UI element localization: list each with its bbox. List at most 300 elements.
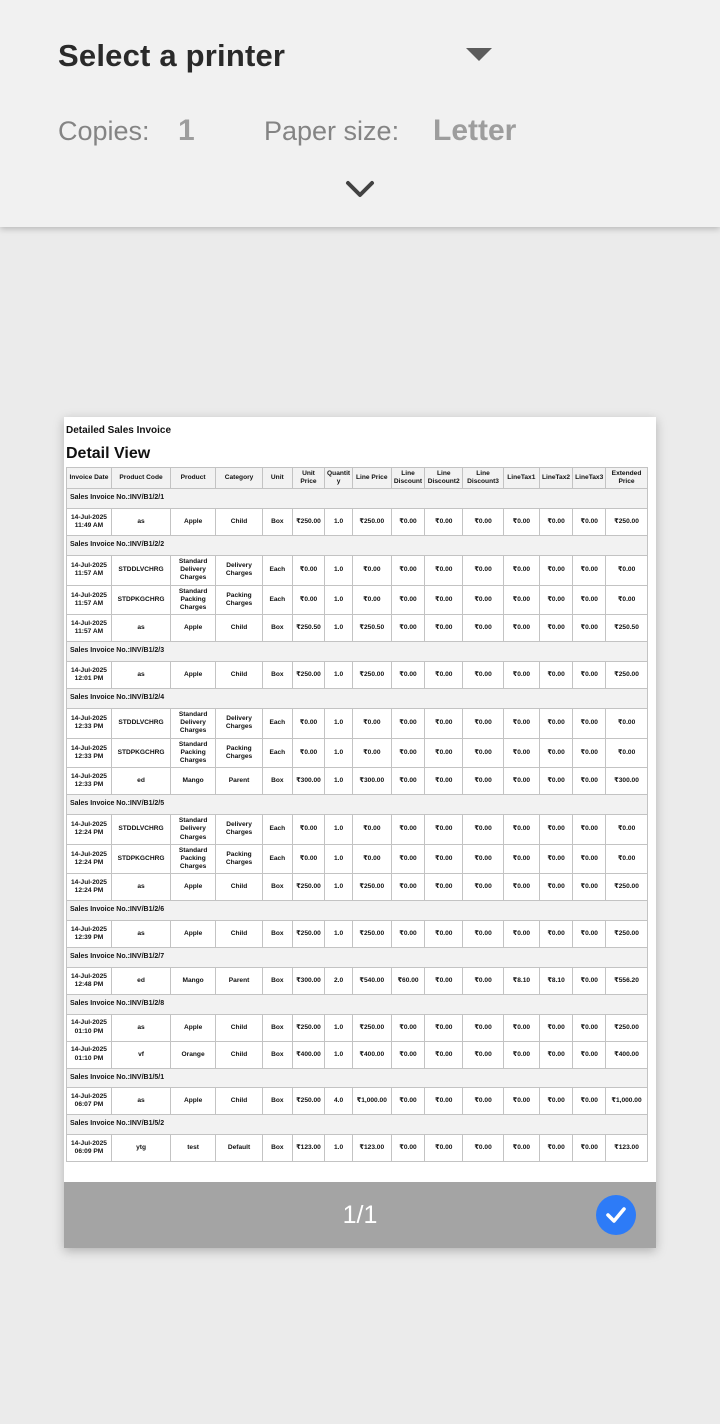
invoice-cell: ₹0.00	[539, 662, 573, 689]
invoice-cell: ₹300.00	[606, 768, 648, 795]
invoice-cell: ₹400.00	[352, 1041, 391, 1068]
invoice-cell: ₹0.00	[503, 1135, 539, 1162]
invoice-cell: 1.0	[325, 844, 353, 874]
invoice-section-header: Sales Invoice No.:INV/B1/2/7	[67, 948, 648, 968]
invoice-cell: ₹1,000.00	[352, 1088, 391, 1115]
invoice-cell: Mango	[171, 768, 216, 795]
invoice-cell: ₹0.00	[391, 815, 425, 845]
invoice-cell: ₹0.00	[503, 585, 539, 615]
invoice-line-row	[67, 1135, 648, 1162]
invoice-cell: ₹0.00	[391, 1135, 425, 1162]
invoice-line-row	[67, 662, 648, 689]
invoice-cell: ₹0.00	[606, 555, 648, 585]
invoice-cell: ₹0.00	[573, 585, 606, 615]
invoice-cell: Standard Packing Charges	[171, 738, 216, 768]
invoice-cell: ₹0.00	[292, 708, 325, 738]
invoice-cell: as	[111, 921, 170, 948]
invoice-cell: 14-Jul-2025 06:09 PM	[67, 1135, 112, 1162]
invoice-cell: ₹123.00	[606, 1135, 648, 1162]
column-header-unit: Unit	[263, 468, 293, 489]
invoice-cell: ₹250.00	[352, 662, 391, 689]
invoice-cell: ₹250.00	[352, 509, 391, 536]
invoice-cell: 1.0	[325, 874, 353, 901]
invoice-cell: 14-Jul-2025 11:57 AM	[67, 615, 112, 642]
invoice-line-row	[67, 708, 648, 738]
invoice-cell: 14-Jul-2025 01:10 PM	[67, 1041, 112, 1068]
invoice-cell: Packing Charges	[216, 585, 263, 615]
invoice-cell: ₹0.00	[425, 874, 463, 901]
printer-selector-label: Select a printer	[58, 38, 286, 73]
invoice-cell: ₹556.20	[606, 967, 648, 994]
invoice-cell: Parent	[216, 768, 263, 795]
invoice-cell: 1.0	[325, 815, 353, 845]
column-header-unit-price: Unit Price	[292, 468, 325, 489]
triangle-down-icon[interactable]	[466, 48, 492, 61]
invoice-cell: ₹0.00	[463, 1135, 504, 1162]
invoice-cell: Standard Packing Charges	[171, 585, 216, 615]
invoice-cell: ₹0.00	[425, 1088, 463, 1115]
invoice-cell: 1.0	[325, 555, 353, 585]
invoice-cell: ₹0.00	[573, 874, 606, 901]
invoice-cell: Child	[216, 509, 263, 536]
invoice-cell: ₹0.00	[391, 874, 425, 901]
invoice-cell: ₹0.00	[352, 708, 391, 738]
invoice-section-header: Sales Invoice No.:INV/B1/2/8	[67, 994, 648, 1014]
invoice-cell: ₹0.00	[539, 585, 573, 615]
invoice-cell: test	[171, 1135, 216, 1162]
invoice-cell: ₹0.00	[391, 738, 425, 768]
invoice-cell: Delivery Charges	[216, 555, 263, 585]
invoice-cell: ₹0.00	[503, 1041, 539, 1068]
invoice-cell: ₹0.00	[391, 1014, 425, 1041]
invoice-cell: ₹1,000.00	[606, 1088, 648, 1115]
invoice-cell: ₹250.00	[292, 509, 325, 536]
invoice-cell: ₹250.50	[606, 615, 648, 642]
invoice-cell: ₹0.00	[573, 615, 606, 642]
invoice-cell: Apple	[171, 662, 216, 689]
column-header-category: Category	[216, 468, 263, 489]
invoice-cell: as	[111, 1014, 170, 1041]
invoice-cell: ₹250.50	[352, 615, 391, 642]
invoice-cell: ₹0.00	[463, 509, 504, 536]
invoice-section-row	[67, 994, 648, 1014]
invoice-line-row	[67, 1088, 648, 1115]
invoice-cell: ₹250.00	[352, 874, 391, 901]
invoice-section-row	[67, 795, 648, 815]
invoice-line-row	[67, 844, 648, 874]
invoice-cell: ₹123.00	[352, 1135, 391, 1162]
invoice-cell: ₹0.00	[463, 585, 504, 615]
invoice-section-row	[67, 689, 648, 709]
invoice-cell: ₹0.00	[292, 555, 325, 585]
copies-label: Copies:	[58, 116, 150, 146]
invoice-cell: Apple	[171, 921, 216, 948]
invoice-cell: ₹0.00	[425, 921, 463, 948]
invoice-cell: Child	[216, 1041, 263, 1068]
invoice-cell: 2.0	[325, 967, 353, 994]
page-indicator: 1/1	[342, 1200, 378, 1229]
invoice-cell: STDPKGCHRG	[111, 844, 170, 874]
invoice-cell: ₹0.00	[463, 1088, 504, 1115]
document-page	[64, 417, 656, 1248]
invoice-cell: STDDLVCHRG	[111, 708, 170, 738]
invoice-cell: Child	[216, 921, 263, 948]
invoice-cell: Standard Delivery Charges	[171, 555, 216, 585]
invoice-cell: ₹0.00	[425, 815, 463, 845]
invoice-cell: ₹0.00	[503, 509, 539, 536]
invoice-cell: ₹0.00	[352, 585, 391, 615]
invoice-cell: 14-Jul-2025 11:57 AM	[67, 585, 112, 615]
invoice-section-row	[67, 536, 648, 556]
invoice-line-row	[67, 615, 648, 642]
invoice-cell: ₹0.00	[463, 738, 504, 768]
invoice-cell: ₹0.00	[463, 768, 504, 795]
invoice-cell: ₹0.00	[503, 615, 539, 642]
invoice-cell: 14-Jul-2025 11:57 AM	[67, 555, 112, 585]
invoice-cell: ₹0.00	[352, 555, 391, 585]
invoice-cell: as	[111, 1088, 170, 1115]
invoice-cell: Box	[263, 874, 293, 901]
invoice-line-row	[67, 921, 648, 948]
invoice-cell: ₹0.00	[425, 1014, 463, 1041]
invoice-cell: ₹250.00	[606, 662, 648, 689]
invoice-cell: ₹0.00	[573, 555, 606, 585]
invoice-cell: ₹0.00	[391, 615, 425, 642]
invoice-cell: ₹0.00	[391, 585, 425, 615]
invoice-cell: ₹0.00	[463, 815, 504, 845]
invoice-cell: ₹0.00	[606, 738, 648, 768]
invoice-cell: ₹0.00	[463, 708, 504, 738]
column-header-extended-price: Extended Price	[606, 468, 648, 489]
invoice-cell: ₹0.00	[539, 1135, 573, 1162]
invoice-cell: ₹0.00	[352, 738, 391, 768]
invoice-cell: ₹0.00	[539, 815, 573, 845]
invoice-cell: Apple	[171, 1014, 216, 1041]
invoice-cell: 1.0	[325, 1135, 353, 1162]
invoice-cell: ₹0.00	[539, 1014, 573, 1041]
invoice-cell: 1.0	[325, 585, 353, 615]
invoice-cell: ₹0.00	[573, 662, 606, 689]
invoice-cell: ₹250.00	[292, 1088, 325, 1115]
invoice-line-row	[67, 509, 648, 536]
invoice-cell: 14-Jul-2025 12:24 PM	[67, 844, 112, 874]
invoice-line-row	[67, 874, 648, 901]
table-header-row	[67, 468, 648, 489]
invoice-cell: Box	[263, 509, 293, 536]
invoice-cell: Each	[263, 738, 293, 768]
invoice-section-header: Sales Invoice No.:INV/B1/2/2	[67, 536, 648, 556]
invoice-cell: 4.0	[325, 1088, 353, 1115]
document-title: Detailed Sales Invoice	[66, 425, 172, 436]
invoice-cell: ₹0.00	[292, 815, 325, 845]
invoice-cell: ₹0.00	[425, 768, 463, 795]
invoice-cell: ₹0.00	[463, 967, 504, 994]
invoice-cell: ₹0.00	[503, 1014, 539, 1041]
invoice-cell: 1.0	[325, 662, 353, 689]
invoice-cell: Standard Packing Charges	[171, 844, 216, 874]
column-header-product-code: Product Code	[111, 468, 170, 489]
invoice-cell: ₹0.00	[425, 615, 463, 642]
invoice-cell: ₹60.00	[391, 967, 425, 994]
invoice-cell: ₹0.00	[425, 585, 463, 615]
invoice-cell: ₹250.00	[606, 509, 648, 536]
invoice-cell: ₹0.00	[463, 662, 504, 689]
invoice-cell: Default	[216, 1135, 263, 1162]
invoice-cell: Box	[263, 921, 293, 948]
invoice-section-header: Sales Invoice No.:INV/B1/2/4	[67, 689, 648, 709]
invoice-section-row	[67, 1115, 648, 1135]
invoice-cell: 1.0	[325, 768, 353, 795]
invoice-cell: ₹0.00	[573, 509, 606, 536]
invoice-cell: ₹250.00	[606, 921, 648, 948]
invoice-cell: Packing Charges	[216, 738, 263, 768]
invoice-cell: 14-Jul-2025 11:49 AM	[67, 509, 112, 536]
invoice-cell: ₹0.00	[425, 844, 463, 874]
invoice-cell: ₹0.00	[573, 738, 606, 768]
column-header-line-discount3: Line Discount3	[463, 468, 504, 489]
print-dialog	[0, 0, 720, 227]
invoice-cell: ₹0.00	[503, 768, 539, 795]
invoice-cell: Apple	[171, 509, 216, 536]
column-header-linetax2: LineTax2	[539, 468, 573, 489]
invoice-cell: Apple	[171, 615, 216, 642]
invoice-line-row	[67, 1041, 648, 1068]
invoice-cell: ed	[111, 768, 170, 795]
invoice-section-header: Sales Invoice No.:INV/B1/5/1	[67, 1068, 648, 1088]
invoice-cell: Standard Delivery Charges	[171, 815, 216, 845]
invoice-cell: Child	[216, 1088, 263, 1115]
invoice-cell: Delivery Charges	[216, 708, 263, 738]
invoice-cell: ₹0.00	[463, 555, 504, 585]
invoice-cell: Packing Charges	[216, 844, 263, 874]
invoice-cell: Box	[263, 662, 293, 689]
invoice-cell: Box	[263, 967, 293, 994]
invoice-cell: ₹0.00	[539, 1041, 573, 1068]
expand-options-button[interactable]	[336, 172, 384, 208]
invoice-cell: ₹0.00	[463, 874, 504, 901]
invoice-line-row	[67, 555, 648, 585]
invoice-cell: ₹0.00	[352, 844, 391, 874]
invoice-cell: ₹250.00	[352, 1014, 391, 1041]
invoice-cell: ₹0.00	[292, 844, 325, 874]
invoice-cell: STDDLVCHRG	[111, 815, 170, 845]
invoice-cell: ₹0.00	[391, 921, 425, 948]
invoice-cell: ₹0.00	[391, 662, 425, 689]
invoice-cell: STDDLVCHRG	[111, 555, 170, 585]
invoice-line-row	[67, 738, 648, 768]
invoice-cell: Each	[263, 844, 293, 874]
invoice-cell: 14-Jul-2025 06:07 PM	[67, 1088, 112, 1115]
invoice-cell: ₹250.00	[606, 1014, 648, 1041]
invoice-cell: ₹0.00	[463, 921, 504, 948]
invoice-cell: 14-Jul-2025 12:33 PM	[67, 768, 112, 795]
invoice-cell: ₹0.00	[391, 1088, 425, 1115]
invoice-cell: ₹250.00	[292, 874, 325, 901]
invoice-cell: ₹0.00	[391, 708, 425, 738]
invoice-cell: 14-Jul-2025 01:10 PM	[67, 1014, 112, 1041]
invoice-cell: ₹0.00	[573, 921, 606, 948]
invoice-cell: ₹0.00	[539, 768, 573, 795]
invoice-cell: ₹540.00	[352, 967, 391, 994]
printer-selector[interactable]	[58, 34, 285, 78]
invoice-cell: ₹250.00	[606, 874, 648, 901]
invoice-cell: ₹300.00	[352, 768, 391, 795]
invoice-cell: 1.0	[325, 738, 353, 768]
invoice-cell: 14-Jul-2025 12:33 PM	[67, 708, 112, 738]
invoice-cell: ₹0.00	[391, 555, 425, 585]
column-header-invoice-date: Invoice Date	[67, 468, 112, 489]
invoice-cell: ₹0.00	[463, 844, 504, 874]
invoice-cell: ₹0.00	[503, 844, 539, 874]
invoice-cell: ₹0.00	[425, 1135, 463, 1162]
invoice-cell: ₹0.00	[606, 708, 648, 738]
invoice-cell: ₹0.00	[352, 815, 391, 845]
invoice-cell: 14-Jul-2025 12:33 PM	[67, 738, 112, 768]
invoice-cell: Box	[263, 1014, 293, 1041]
invoice-cell: 14-Jul-2025 12:48 PM	[67, 967, 112, 994]
invoice-cell: Orange	[171, 1041, 216, 1068]
invoice-cell: Box	[263, 768, 293, 795]
print-confirm-button[interactable]	[596, 1195, 636, 1235]
invoice-cell: ₹0.00	[503, 874, 539, 901]
copies-value[interactable]: 1	[178, 114, 195, 147]
invoice-cell: ₹8.10	[503, 967, 539, 994]
invoice-cell: Each	[263, 555, 293, 585]
column-header-linetax1: LineTax1	[503, 468, 539, 489]
sales-invoice-table	[66, 467, 648, 1162]
invoice-cell: ₹250.00	[292, 662, 325, 689]
invoice-cell: as	[111, 662, 170, 689]
invoice-cell: ₹0.00	[539, 844, 573, 874]
invoice-cell: ₹0.00	[503, 815, 539, 845]
invoice-cell: ₹0.00	[539, 921, 573, 948]
invoice-cell: ₹0.00	[391, 509, 425, 536]
column-header-quantity: Quantity	[325, 468, 353, 489]
invoice-section-row	[67, 489, 648, 509]
invoice-cell: ₹0.00	[573, 768, 606, 795]
invoice-cell: ₹0.00	[503, 708, 539, 738]
invoice-cell: ₹0.00	[503, 555, 539, 585]
invoice-cell: ₹400.00	[292, 1041, 325, 1068]
invoice-cell: ytg	[111, 1135, 170, 1162]
column-header-linetax3: LineTax3	[573, 468, 606, 489]
invoice-line-row	[67, 768, 648, 795]
invoice-cell: ₹123.00	[292, 1135, 325, 1162]
invoice-cell: ₹0.00	[292, 738, 325, 768]
invoice-cell: ₹0.00	[573, 815, 606, 845]
invoice-cell: ₹0.00	[606, 815, 648, 845]
invoice-cell: ₹0.00	[503, 921, 539, 948]
invoice-line-row	[67, 967, 648, 994]
invoice-cell: ₹0.00	[391, 1041, 425, 1068]
invoice-cell: Apple	[171, 874, 216, 901]
invoice-cell: ₹300.00	[292, 768, 325, 795]
invoice-cell: ₹8.10	[539, 967, 573, 994]
invoice-cell: STDPKGCHRG	[111, 585, 170, 615]
chevron-down-icon	[344, 179, 376, 201]
invoice-cell: Parent	[216, 967, 263, 994]
invoice-cell: Box	[263, 615, 293, 642]
invoice-cell: ₹250.50	[292, 615, 325, 642]
invoice-cell: Apple	[171, 1088, 216, 1115]
invoice-cell: ₹0.00	[539, 509, 573, 536]
column-header-line-discount: Line Discount	[391, 468, 425, 489]
invoice-cell: ₹250.00	[352, 921, 391, 948]
invoice-cell: Box	[263, 1041, 293, 1068]
invoice-cell: ₹0.00	[573, 967, 606, 994]
invoice-cell: ₹0.00	[391, 768, 425, 795]
invoice-cell: ₹0.00	[573, 1135, 606, 1162]
invoice-cell: 1.0	[325, 1041, 353, 1068]
invoice-cell: ed	[111, 967, 170, 994]
invoice-cell: Child	[216, 874, 263, 901]
invoice-line-row	[67, 585, 648, 615]
invoice-cell: Delivery Charges	[216, 815, 263, 845]
invoice-cell: Each	[263, 585, 293, 615]
invoice-cell: 1.0	[325, 708, 353, 738]
invoice-section-header: Sales Invoice No.:INV/B1/5/2	[67, 1115, 648, 1135]
invoice-cell: 14-Jul-2025 12:24 PM	[67, 815, 112, 845]
invoice-cell: Child	[216, 662, 263, 689]
invoice-section-row	[67, 1068, 648, 1088]
invoice-cell: STDPKGCHRG	[111, 738, 170, 768]
invoice-cell: Child	[216, 615, 263, 642]
invoice-cell: 1.0	[325, 1014, 353, 1041]
invoice-cell: as	[111, 509, 170, 536]
invoice-cell: ₹0.00	[573, 708, 606, 738]
invoice-cell: ₹0.00	[425, 1041, 463, 1068]
invoice-cell: ₹0.00	[539, 1088, 573, 1115]
invoice-section-row	[67, 901, 648, 921]
invoice-line-row	[67, 815, 648, 845]
invoice-cell: as	[111, 874, 170, 901]
invoice-cell: Box	[263, 1135, 293, 1162]
column-header-line-discount2: Line Discount2	[425, 468, 463, 489]
invoice-cell: 14-Jul-2025 12:39 PM	[67, 921, 112, 948]
invoice-cell: ₹0.00	[463, 1014, 504, 1041]
invoice-cell: ₹0.00	[425, 967, 463, 994]
invoice-cell: Standard Delivery Charges	[171, 708, 216, 738]
invoice-cell: ₹0.00	[539, 738, 573, 768]
invoice-line-row	[67, 1014, 648, 1041]
invoice-cell: ₹0.00	[503, 738, 539, 768]
invoice-cell: Box	[263, 1088, 293, 1115]
invoice-cell: ₹0.00	[539, 874, 573, 901]
column-header-product: Product	[171, 468, 216, 489]
invoice-cell: ₹0.00	[292, 585, 325, 615]
detail-view-heading: Detail View	[66, 445, 151, 462]
invoice-cell: as	[111, 615, 170, 642]
invoice-cell: ₹0.00	[425, 662, 463, 689]
invoice-cell: ₹0.00	[463, 1041, 504, 1068]
invoice-section-header: Sales Invoice No.:INV/B1/2/1	[67, 489, 648, 509]
paper-size-value[interactable]: Letter	[433, 114, 517, 147]
invoice-cell: ₹0.00	[503, 662, 539, 689]
invoice-cell: ₹0.00	[539, 555, 573, 585]
invoice-cell: ₹250.00	[292, 921, 325, 948]
invoice-cell: 1.0	[325, 615, 353, 642]
paper-size-label: Paper size:	[264, 116, 400, 146]
invoice-cell: Each	[263, 708, 293, 738]
invoice-cell: ₹0.00	[573, 1041, 606, 1068]
invoice-cell: 14-Jul-2025 12:24 PM	[67, 874, 112, 901]
check-icon	[604, 1203, 628, 1227]
column-header-line-price: Line Price	[352, 468, 391, 489]
invoice-cell: ₹0.00	[503, 1088, 539, 1115]
invoice-cell: 1.0	[325, 921, 353, 948]
invoice-cell: ₹0.00	[606, 844, 648, 874]
invoice-section-row	[67, 948, 648, 968]
